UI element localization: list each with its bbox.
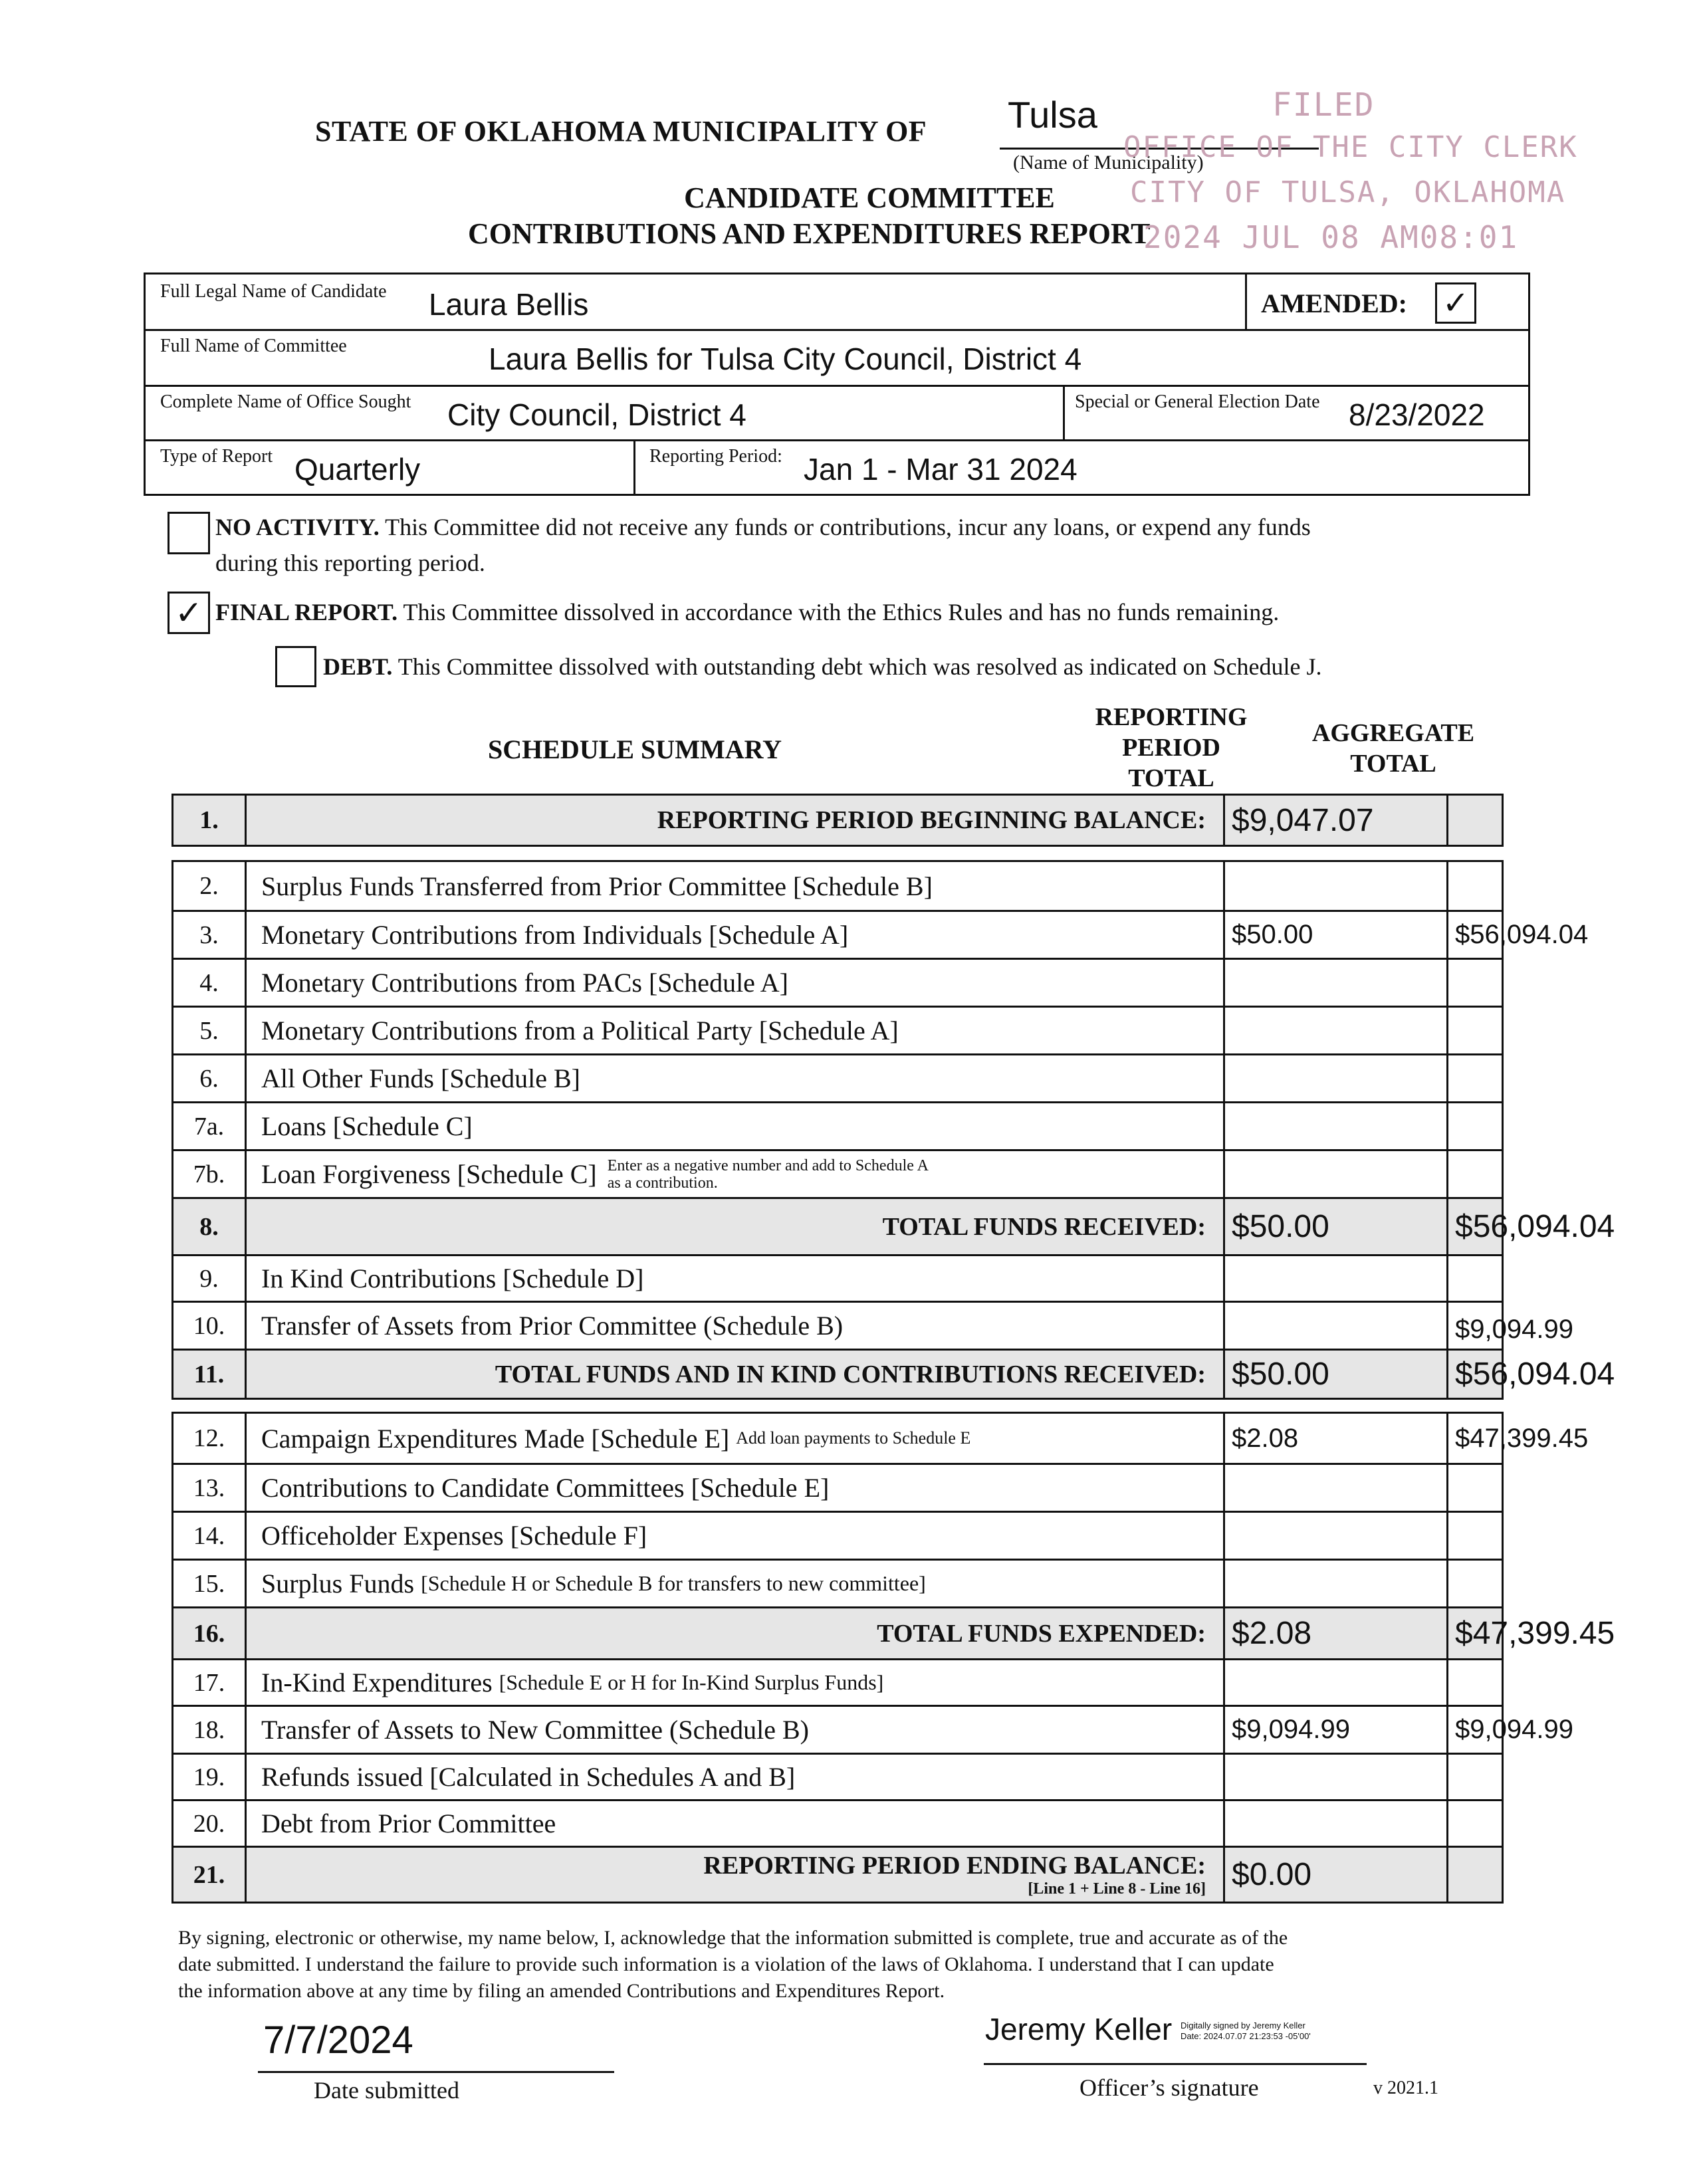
row-aggregate-total: $56,094.04 [1455,1357,1615,1392]
row-note: Add loan payments to Schedule E [736,1428,971,1448]
table-row [173,1511,1502,1559]
no-activity-desc-2: during this reporting period. [215,550,485,576]
table-row [173,1658,1502,1705]
table-row [173,1414,1589,1463]
table-row [173,958,1502,1006]
row-description: TOTAL FUNDS AND IN KIND CONTRIBUTIONS RECEIVED: [247,1351,1225,1398]
row-number: 6. [173,1055,247,1101]
row-description [247,1660,1225,1705]
row-period-total [1225,1055,1448,1101]
row-period-total: $9,047.07 [1225,796,1448,845]
row-aggregate-total [1448,1103,1502,1149]
date-underline [258,2071,614,2073]
table-row [173,1463,1502,1511]
row-aggregate-total [1448,1561,1502,1606]
row-aggregate-total: $47,399.45 [1455,1423,1589,1453]
final-report-desc: This Committee dissolved in accordance with the Ethics Rules and has no funds remaining. [403,599,1280,625]
row-aggregate-total [1448,1513,1502,1559]
no-activity-checkbox[interactable] [168,512,210,554]
row-period-total [1225,960,1448,1006]
certification-line-2: date submitted. I understand the failure to provide such information is a violation of the laws of Oklahoma. I understand that I can update [178,1953,1274,1975]
certification-statement [178,1925,1505,2005]
row-aggregate-total [1448,1660,1502,1705]
signature-label: Officer’s signature [1079,2074,1259,2101]
row-number: 4. [173,960,247,1006]
col-header-period-2: PERIOD [1122,734,1220,762]
stamp-filed: FILED [1272,86,1375,124]
row-description: Loans [Schedule C] [247,1103,1225,1149]
certification-line-1: By signing, electronic or otherwise, my name below, I, acknowledge that the information submitted is complete, true and accurate as of the [178,1927,1288,1949]
table-row [173,1846,1502,1902]
no-activity-label: NO ACTIVITY. [215,514,380,540]
table-row [173,1349,1615,1398]
reporting-period-label: Reporting Period: [649,446,782,467]
row-description [247,1561,1225,1606]
table-row [173,1799,1502,1846]
report-type-value: Quarterly [294,452,421,487]
row-description: Monetary Contributions from a Political Party [Schedule A] [247,1008,1225,1053]
row-description-text: Loan Forgiveness [Schedule C] [261,1159,597,1189]
row-description [247,1848,1225,1902]
report-type-label: Type of Report [160,446,273,467]
row-number: 15. [173,1561,247,1606]
signer-name: Jeremy Keller [985,2012,1173,2046]
table-row [173,1753,1502,1799]
row-description: Officeholder Expenses [Schedule F] [247,1513,1225,1559]
certification-line-3: the information above at any time by filing an amended Contributions and Expenditures Report. [178,1980,945,2002]
municipality-caption: (Name of Municipality) [1013,152,1204,173]
row-note-line2: as a contribution. [607,1174,718,1192]
table-row [173,1606,1615,1658]
row-note: [Schedule H or Schedule B for transfers to new committee] [421,1571,926,1595]
row-subtext: [Line 1 + Line 8 - Line 16] [1028,1880,1206,1898]
form-version: v 2021.1 [1373,2078,1438,2098]
debt-checkbox[interactable] [275,646,316,687]
row-aggregate-total [1448,960,1502,1006]
stamp-date: 2024 JUL 08 AM08:01 [1143,219,1519,255]
row-description: Transfer of Assets from Prior Committee (Schedule B) [247,1303,1225,1349]
date-submitted-value: 7/7/2024 [263,2019,413,2062]
row-number: 2. [173,862,247,910]
row-aggregate-total [1448,1151,1502,1197]
header-state-line: STATE OF OKLAHOMA MUNICIPALITY OF [315,115,927,148]
row-period-total [1225,1303,1448,1349]
row-number: 20. [173,1801,247,1846]
row-number: 18. [173,1707,247,1753]
col-header-aggregate-1: AGGREGATE [1311,719,1475,747]
row-period-total [1225,1801,1448,1846]
table-row [173,1301,1573,1349]
row-description [247,1151,1225,1197]
row-description: TOTAL FUNDS EXPENDED: [247,1608,1225,1658]
row-number: 19. [173,1755,247,1799]
row-aggregate-total: $56,094.04 [1455,1209,1615,1244]
row-number: 9. [173,1256,247,1301]
row-period-total [1225,1256,1448,1301]
row-number: 11. [173,1351,247,1398]
signature-underline [984,2063,1367,2065]
candidate-info-box [144,273,1530,496]
expenditures-table [171,1412,1615,1904]
row-aggregate-total [1448,1008,1502,1053]
debt-desc: This Committee dissolved with outstanding debt which was resolved as indicated on Schedule J. [397,653,1322,680]
final-report-label: FINAL REPORT. [215,599,398,625]
row-description: TOTAL FUNDS RECEIVED: [247,1199,1225,1254]
row-period-total [1225,1103,1448,1149]
report-title-line2: CONTRIBUTIONS AND EXPENDITURES REPORT [468,217,1151,250]
row-period-total [1225,1513,1448,1559]
row-period-total: $9,094.99 [1225,1707,1448,1753]
row-note: [Schedule E or H for In-Kind Surplus Funds] [499,1670,884,1694]
col-header-aggregate [1282,718,1505,779]
office-label: Complete Name of Office Sought [160,391,411,412]
row-description-text: Campaign Expenditures Made [Schedule E] [261,1423,730,1454]
municipality-name: Tulsa [1008,94,1097,136]
row-description: Transfer of Assets to New Committee (Schedule B) [247,1707,1225,1753]
row-period-total [1225,1755,1448,1799]
row-description-text: In-Kind Expenditures [261,1668,493,1697]
table-row [173,1053,1502,1101]
row-description: Refunds issued [Calculated in Schedules A and B] [247,1755,1225,1799]
row-aggregate-total: $9,094.99 [1455,1315,1573,1344]
row-period-total [1225,1008,1448,1053]
table-row [173,1559,1502,1606]
col-header-period-1: REPORTING [1095,703,1248,731]
col-header-period-3: TOTAL [1128,764,1214,792]
row-period-total [1225,1660,1448,1705]
row-aggregate-total: $9,094.99 [1455,1715,1573,1744]
election-date-value: 8/23/2022 [1349,397,1485,432]
table-row [173,1006,1502,1053]
row-number: 7a. [173,1103,247,1149]
row-aggregate-total [1448,1055,1502,1101]
election-date-label: Special or General Election Date [1075,391,1320,412]
digital-signature-info [1181,2020,1311,2042]
table-row [173,1101,1502,1149]
table-row [173,910,1589,958]
table-row [173,1705,1573,1753]
row-period-total [1225,862,1448,910]
final-report-checkbox[interactable]: ✓ [168,592,210,634]
row-period-total: $50.00 [1225,912,1448,958]
row-description-text: REPORTING PERIOD ENDING BALANCE: [703,1852,1206,1880]
row-description: Monetary Contributions from PACs [Schedule A] [247,960,1225,1006]
row-note [608,1157,929,1192]
table-row [173,1197,1615,1254]
stamp-city: CITY OF TULSA, OKLAHOMA [1130,175,1566,209]
debt-label: DEBT. [323,653,393,680]
table-row [173,862,1502,910]
row-aggregate-total: $47,399.45 [1455,1616,1615,1651]
row-number: 12. [173,1414,247,1463]
row-period-total [1225,1465,1448,1511]
report-title-line1: CANDIDATE COMMITTEE [684,181,1055,214]
col-header-aggregate-2: TOTAL [1350,750,1436,778]
digital-signature-line-2: Date: 2024.07.07 21:23:53 -05'00' [1181,2031,1311,2041]
row-description [247,1414,1225,1463]
row-number: 8. [173,1199,247,1254]
row-period-total: $0.00 [1225,1848,1448,1902]
row-number: 7b. [173,1151,247,1197]
row-aggregate-total [1448,1848,1502,1902]
row-note-line1: Enter as a negative number and add to Schedule A [607,1156,929,1174]
amended-checkbox[interactable]: ✓ [1435,282,1476,324]
row-description: Debt from Prior Committee [247,1801,1225,1846]
office-value: City Council, District 4 [447,397,746,432]
row-aggregate-total [1448,1465,1502,1511]
receipts-table [171,860,1615,1400]
table-row [173,796,1502,845]
debt-text [323,649,1520,685]
row-description: REPORTING PERIOD BEGINNING BALANCE: [247,796,1225,845]
date-submitted-label: Date submitted [314,2077,459,2104]
row-number: 10. [173,1303,247,1349]
row-period-total: $2.08 [1225,1414,1448,1463]
row-aggregate-total [1448,1755,1502,1799]
row-description-text: Surplus Funds [261,1569,415,1598]
row-description: All Other Funds [Schedule B] [247,1055,1225,1101]
candidate-label: Full Legal Name of Candidate [160,281,387,302]
row-period-total [1225,1151,1448,1197]
row-period-total: $2.08 [1225,1608,1448,1658]
row-period-total [1225,1561,1448,1606]
candidate-value: Laura Bellis [429,287,589,322]
row-description: In Kind Contributions [Schedule D] [247,1256,1225,1301]
row-number: 16. [173,1608,247,1658]
row-description: Monetary Contributions from Individuals [Schedule A] [247,912,1225,958]
no-activity-desc-1: This Committee did not receive any funds or contributions, incur any loans, or expend any funds [385,514,1311,540]
final-report-text [215,594,1518,630]
row-number: 1. [173,796,247,845]
beginning-balance-table [171,794,1504,847]
digital-signature-line-1: Digitally signed by Jeremy Keller [1181,2020,1305,2030]
row-period-total: $50.00 [1225,1199,1448,1254]
stamp-office: OFFICE OF THE CITY CLERK [1123,130,1578,164]
no-activity-text [215,509,1518,581]
row-number: 21. [173,1848,247,1902]
row-aggregate-total [1448,1801,1502,1846]
row-number: 17. [173,1660,247,1705]
row-number: 14. [173,1513,247,1559]
row-number: 5. [173,1008,247,1053]
amended-label: AMENDED: [1261,288,1407,318]
row-aggregate-total [1448,1256,1502,1301]
row-description: Contributions to Candidate Committees [Schedule E] [247,1465,1225,1511]
col-header-period [1069,702,1274,794]
row-description: Surplus Funds Transferred from Prior Committee [Schedule B] [247,862,1225,910]
row-period-total: $50.00 [1225,1351,1448,1398]
row-number: 13. [173,1465,247,1511]
committee-label: Full Name of Committee [160,336,347,356]
row-number: 3. [173,912,247,958]
row-aggregate-total [1448,796,1502,845]
row-aggregate-total: $56,094.04 [1455,920,1589,949]
committee-value: Laura Bellis for Tulsa City Council, District 4 [489,342,1082,376]
row-aggregate-total [1448,862,1502,910]
schedule-summary-title: SCHEDULE SUMMARY [488,734,782,764]
table-row [173,1254,1502,1301]
reporting-period-value: Jan 1 - Mar 31 2024 [804,452,1077,487]
table-row [173,1149,1502,1197]
